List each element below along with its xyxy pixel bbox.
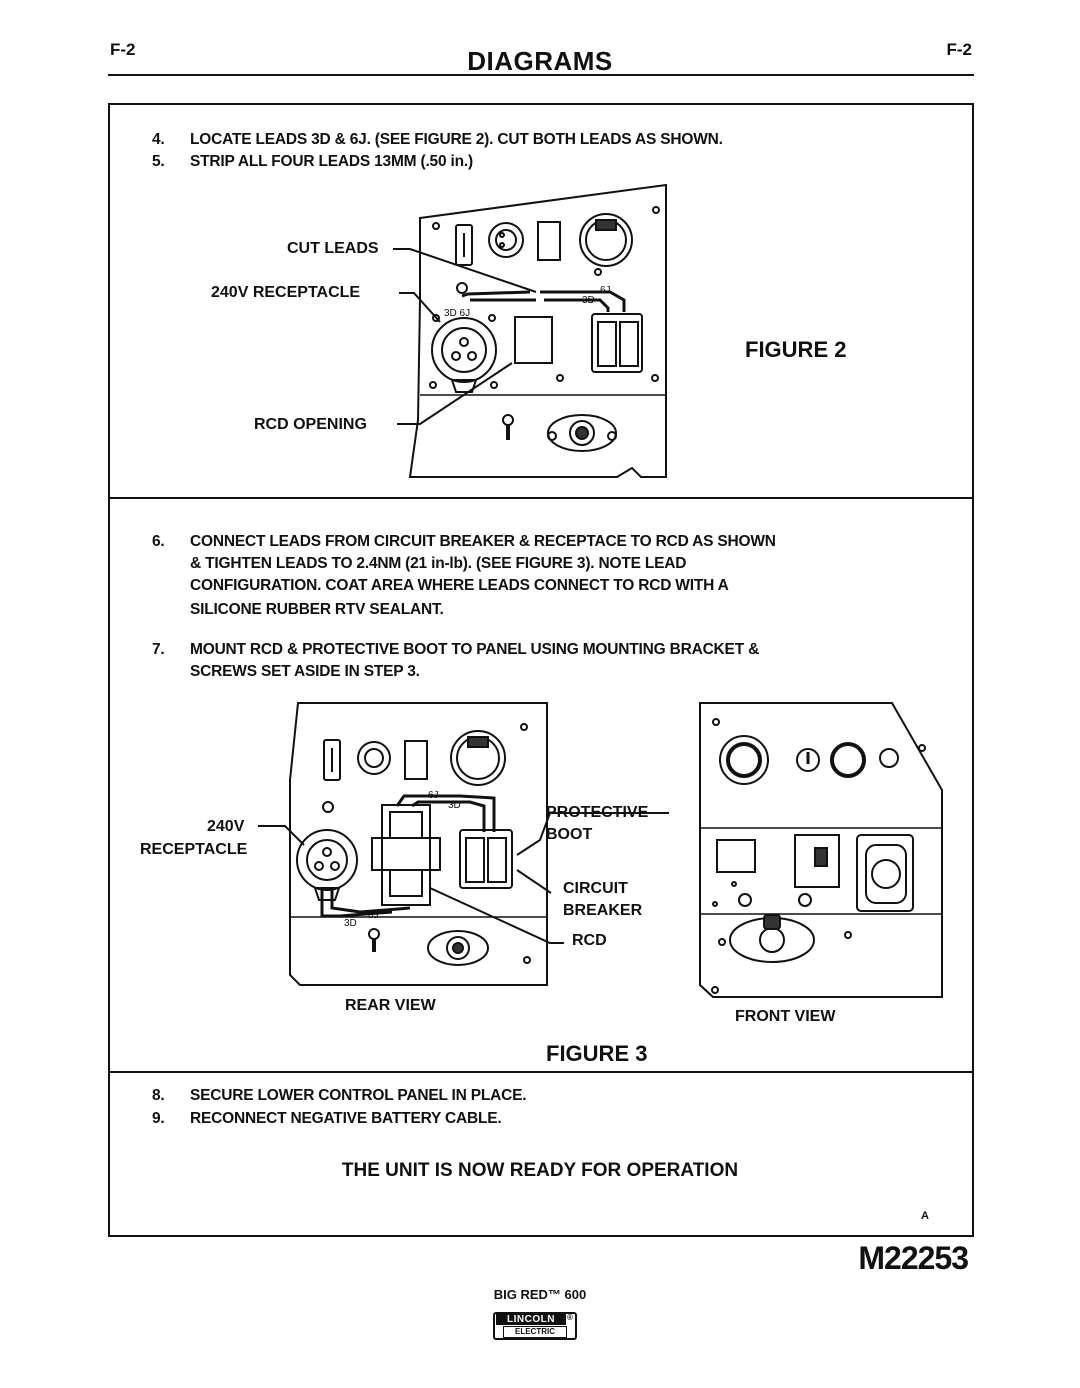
logo-top: LINCOLN xyxy=(496,1314,566,1325)
step-text: MOUNT RCD & PROTECTIVE BOOT TO PANEL USING MOUNTING BRACKET & xyxy=(190,641,760,658)
step-number: 6. xyxy=(152,533,165,550)
label-boot: BOOT xyxy=(546,826,593,843)
rcd-opening-label: RCD OPENING xyxy=(254,416,367,433)
page-title: DIAGRAMS xyxy=(467,46,613,76)
step-8 xyxy=(152,1087,932,1107)
step-number: 8. xyxy=(152,1087,165,1104)
lincoln-electric-logo xyxy=(493,1312,577,1340)
step-text: RECONNECT NEGATIVE BATTERY CABLE. xyxy=(190,1110,502,1127)
product-name: BIG RED™ 600 xyxy=(493,1287,587,1302)
step-number: 5. xyxy=(152,153,165,170)
figure-2-caption: FIGURE 2 xyxy=(745,337,847,362)
model-number: M22253 xyxy=(858,1240,968,1276)
receptacle-label: 240V RECEPTACLE xyxy=(211,284,361,301)
step-text: & TIGHTEN LEADS TO 2.4NM (21 in-lb). (SEE FIGURE 3). NOTE LEAD xyxy=(190,555,687,572)
step-number: 4. xyxy=(152,131,165,148)
label-protective: PROTECTIVE xyxy=(546,804,649,821)
wire-tag-3d: 3D xyxy=(448,800,461,811)
wire-tag-6j-lower: 6J xyxy=(368,910,379,921)
label-front-view: FRONT VIEW xyxy=(735,1008,836,1025)
step-text: STRIP ALL FOUR LEADS 13MM (.50 in.) xyxy=(190,153,473,170)
ready-statement: THE UNIT IS NOW READY FOR OPERATION xyxy=(341,1160,739,1181)
step-text: SECURE LOWER CONTROL PANEL IN PLACE. xyxy=(190,1087,527,1104)
section-number-left: F-2 xyxy=(110,40,136,59)
logo-mark: ® xyxy=(567,1313,573,1322)
wire-tag-3d-6j: 3D 6J xyxy=(444,308,471,319)
figure-3-caption: FIGURE 3 xyxy=(546,1041,648,1066)
wire-tag-3d-lower: 3D xyxy=(344,918,357,929)
label-breaker: BREAKER xyxy=(563,902,643,919)
step-text: CONNECT LEADS FROM CIRCUIT BREAKER & RECEPTACE TO RCD AS SHOWN xyxy=(190,533,776,550)
label-circuit: CIRCUIT xyxy=(563,880,628,897)
step-text: SILICONE RUBBER RTV SEALANT. xyxy=(190,601,444,618)
step-9 xyxy=(152,1110,932,1130)
cut-leads-label: CUT LEADS xyxy=(287,240,379,257)
step-text: LOCATE LEADS 3D & 6J. (SEE FIGURE 2). CUT BOTH LEADS AS SHOWN. xyxy=(190,131,723,148)
label-rear-view: REAR VIEW xyxy=(345,997,436,1014)
wire-tag-3d: 3D xyxy=(582,295,595,306)
step-text: SCREWS SET ASIDE IN STEP 3. xyxy=(190,663,420,680)
step-text: CONFIGURATION. COAT AREA WHERE LEADS CONNECT TO RCD WITH A xyxy=(190,577,729,594)
section-number-right: F-2 xyxy=(946,40,972,59)
label-rcd: RCD xyxy=(572,932,607,949)
wire-tag-6j: 6J xyxy=(600,285,611,296)
label-receptacle: RECEPTACLE xyxy=(140,841,248,858)
revision-letter: A xyxy=(921,1210,929,1222)
wire-tag-6j: 6J xyxy=(428,790,439,801)
logo-bottom: ELECTRIC xyxy=(503,1326,567,1338)
step-number: 9. xyxy=(152,1110,165,1127)
step-number: 7. xyxy=(152,641,165,658)
label-240v: 240V xyxy=(207,818,245,835)
